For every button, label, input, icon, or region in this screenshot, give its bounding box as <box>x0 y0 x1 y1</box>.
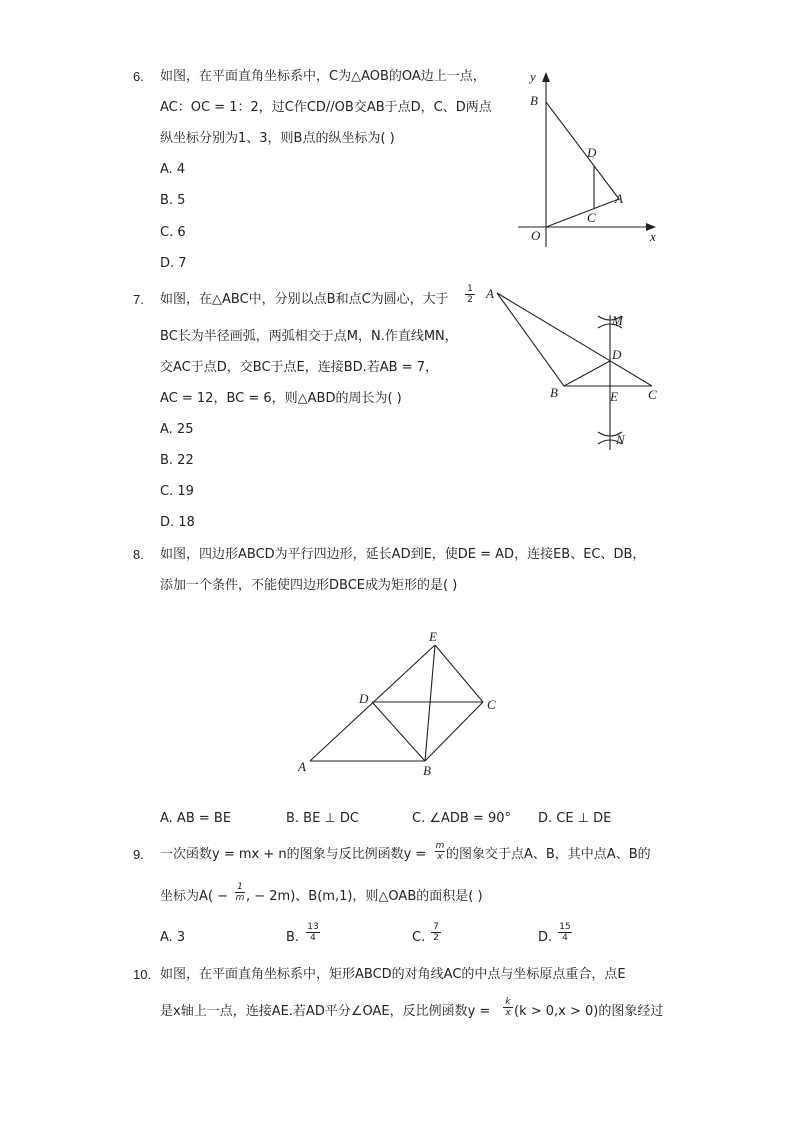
segment-eb <box>425 645 435 761</box>
fraction-denominator: m <box>235 893 245 903</box>
option-b[interactable]: B. 5 <box>160 193 186 208</box>
fraction-numerator: 13 <box>307 922 319 932</box>
label-m: M <box>612 313 623 328</box>
label-b: B <box>530 93 538 108</box>
fraction-one-over-m <box>235 882 245 903</box>
segment-oa <box>546 199 619 227</box>
label-x: x <box>650 229 656 244</box>
label-a: A <box>486 286 494 301</box>
segment-db <box>372 702 425 761</box>
option-b[interactable]: B. BE ⊥ DC <box>286 811 359 826</box>
fraction-denominator: x <box>435 851 445 862</box>
question-text-line: AC = 12，BC = 6，则△ABD的周长为( ) <box>160 391 402 406</box>
triangle-figure <box>480 280 670 455</box>
option-d[interactable]: D. CE ⊥ DE <box>538 811 612 826</box>
option-d[interactable]: D. <box>538 930 553 945</box>
option-a[interactable]: A. AB = BE <box>160 811 232 826</box>
option-d-fraction <box>558 922 572 943</box>
segment-bd <box>564 361 610 386</box>
question-number: 6. <box>133 69 144 84</box>
label-c: C <box>648 387 657 402</box>
label-y: y <box>530 69 536 84</box>
question-number: 7. <box>133 292 144 307</box>
label-a: A <box>615 191 623 206</box>
fraction-denominator: 4 <box>306 932 320 943</box>
question-text-line: 如图，四边形ABCD为平行四边形，延长AD到E，使DE = AD，连接EB、EC、DB， <box>160 547 646 562</box>
option-a[interactable]: A. 25 <box>160 422 194 437</box>
fraction-denominator: 2 <box>465 294 475 305</box>
option-c[interactable]: C. <box>412 930 426 945</box>
fraction-numerator: 15 <box>559 922 571 932</box>
question-number: 8. <box>133 547 144 562</box>
label-n: N <box>616 432 625 447</box>
option-c[interactable]: C. ∠ADB = 90° <box>412 811 512 826</box>
label-d: D <box>587 145 597 160</box>
segment-ab <box>497 293 564 386</box>
option-a[interactable]: A. 4 <box>160 162 186 177</box>
fraction-k-over-x <box>503 997 513 1018</box>
parallelogram-figure <box>290 625 510 780</box>
option-c[interactable]: C. 19 <box>160 484 194 499</box>
fraction-numerator: 1 <box>467 284 473 294</box>
option-a[interactable]: A. 3 <box>160 930 186 945</box>
fraction-denominator: 2 <box>431 932 441 943</box>
segment-ac <box>497 293 652 386</box>
y-axis-arrow <box>542 72 550 82</box>
label-o: O <box>531 228 541 243</box>
fraction-denominator: 4 <box>558 932 572 943</box>
option-d[interactable]: D. 7 <box>160 256 187 271</box>
coordinate-figure <box>510 62 670 257</box>
question-text-line: , − 2m)、B(m,1)，则△OAB的面积是( ) <box>246 889 483 904</box>
question-number: 9. <box>133 847 144 862</box>
fraction-numerator: k <box>505 997 511 1007</box>
option-d[interactable]: D. 18 <box>160 515 195 530</box>
option-b-fraction <box>306 922 320 943</box>
question-text-line: 如图，在△ABC中，分别以点B和点C为圆心，大于 <box>160 292 449 307</box>
question-text-line: BC长为半径画弧，两弧相交于点M，N.作直线MN， <box>160 329 458 344</box>
fraction-denominator: x <box>503 1007 513 1018</box>
label-a: A <box>298 759 306 774</box>
question-text-line: 交AC于点D，交BC于点E，连接BD.若AB = 7， <box>160 360 439 375</box>
option-c[interactable]: C. 6 <box>160 225 186 240</box>
label-e: E <box>429 629 437 644</box>
question-text-line: 的图象交于点A、B，其中点A、B的 <box>446 847 651 862</box>
label-e: E <box>610 389 618 404</box>
label-b: B <box>423 763 431 778</box>
segment-ec <box>435 645 483 702</box>
option-c-fraction <box>431 922 441 943</box>
fraction-numerator: 7 <box>433 922 439 932</box>
fraction-numerator: 1 <box>237 882 243 892</box>
fraction-numerator: m <box>435 841 445 851</box>
question-text-line: 一次函数y = mx + n的图象与反比例函数y = <box>160 847 427 862</box>
fraction-half <box>465 284 475 305</box>
question-text-line: 纵坐标分别为1、3，则B点的纵坐标为( ) <box>160 131 395 146</box>
question-text-line: 是x轴上一点，连接AE.若AD平分∠OAE，反比例函数y = <box>160 1004 491 1019</box>
question-text-line: 如图，在平面直角坐标系中，矩形ABCD的对角线AC的中点与坐标原点重合，点E <box>160 967 626 982</box>
label-c: C <box>487 697 496 712</box>
segment-bc <box>425 702 483 761</box>
segment-ba <box>546 102 619 199</box>
fraction-m-over-x <box>435 841 445 862</box>
label-c: C <box>587 210 596 225</box>
label-b: B <box>550 385 558 400</box>
question-text-line: AC：OC = 1：2，过C作CD//OB交AB于点D，C、D两点 <box>160 100 492 115</box>
question-number: 10. <box>133 967 152 982</box>
question-text-line: 添加一个条件，不能使四边形DBCE成为矩形的是( ) <box>160 578 458 593</box>
question-text-line: 坐标为A( − <box>160 889 228 904</box>
option-b[interactable]: B. 22 <box>160 453 194 468</box>
question-text-line: (k > 0,x > 0)的图象经过 <box>514 1004 664 1019</box>
label-d: D <box>359 691 369 706</box>
option-b[interactable]: B. <box>286 930 300 945</box>
question-text-line: 如图，在平面直角坐标系中，C为△AOB的OA边上一点， <box>160 69 486 84</box>
label-d: D <box>612 347 622 362</box>
